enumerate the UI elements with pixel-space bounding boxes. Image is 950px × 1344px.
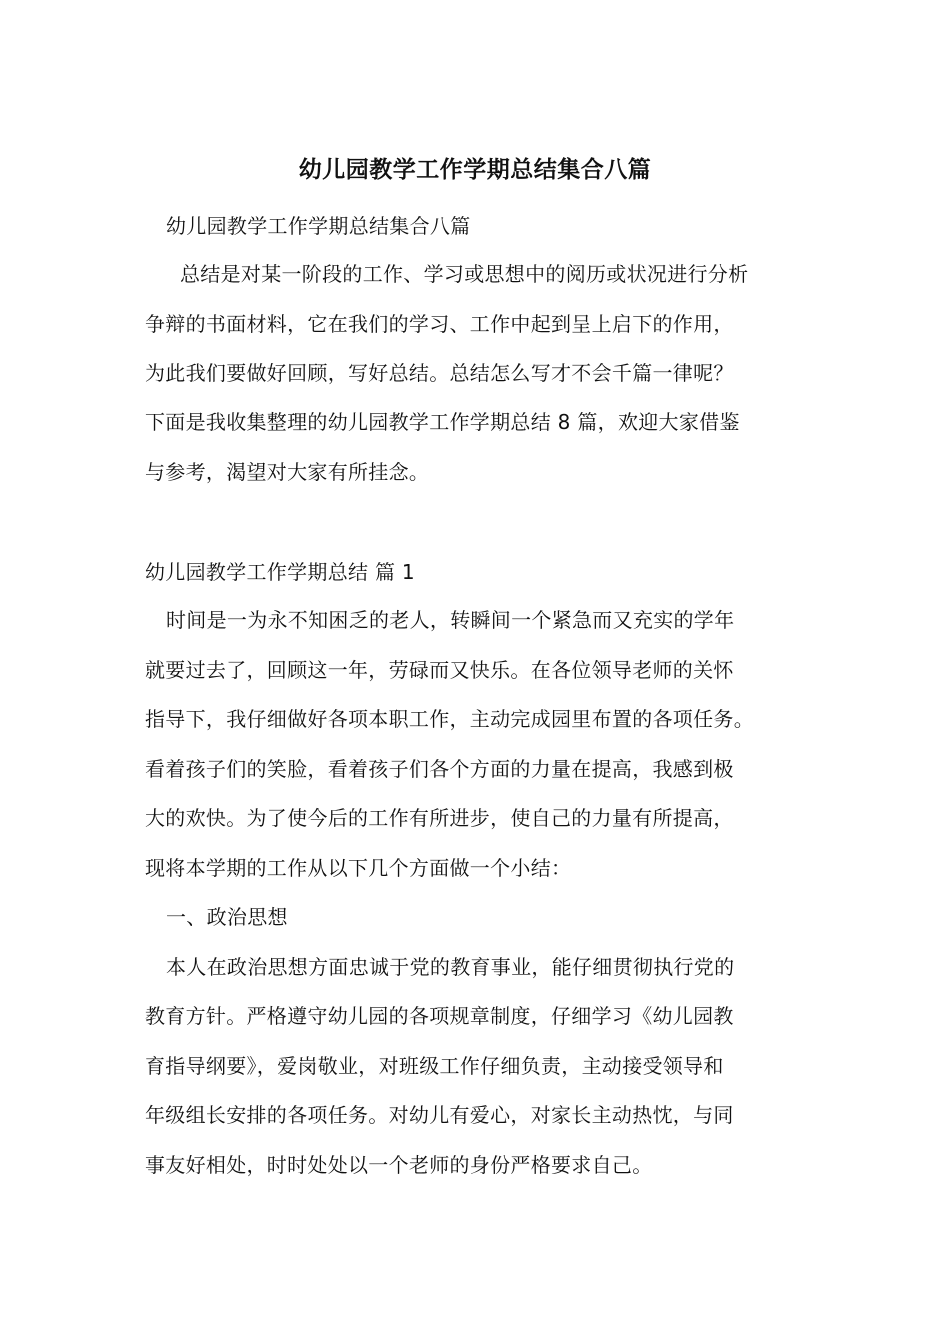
paragraph-line: 看着孩子们的笑脸，看着孩子们各个方面的力量在提高，我感到极: [145, 757, 734, 781]
paragraph-line: 时间是一为永不知困乏的老人，转瞬间一个紧急而又充实的学年: [166, 608, 735, 632]
paragraph-line: 为此我们要做好回顾，写好总结。总结怎么写才不会千篇一律呢？: [145, 361, 734, 385]
paragraph-line: 指导下，我仔细做好各项本职工作，主动完成园里布置的各项任务。: [145, 707, 754, 731]
subsection-heading: 一、政治思想: [166, 905, 288, 929]
paragraph-line: 总结是对某一阶段的工作、学习或思想中的阅历或状况进行分析: [180, 262, 749, 286]
paragraph-line: 与参考，渴望对大家有所挂念。: [145, 460, 430, 484]
paragraph-line: 教育方针。严格遵守幼儿园的各项规章制度，仔细学习《幼儿园教: [145, 1004, 734, 1028]
section-heading: 幼儿园教学工作学期总结 篇 1: [145, 560, 415, 584]
paragraph-line: 本人在政治思想方面忠诚于党的教育事业，能仔细贯彻执行党的: [166, 955, 735, 979]
paragraph-line: 就要过去了，回顾这一年，劳碌而又快乐。在各位领导老师的关怀: [145, 658, 734, 682]
document-title: 幼儿园教学工作学期总结集合八篇: [298, 157, 652, 183]
paragraph-line: 事友好相处，时时处处以一个老师的身份严格要求自己。: [145, 1153, 653, 1177]
subtitle-line: 幼儿园教学工作学期总结集合八篇: [166, 214, 471, 238]
paragraph-line: 争辩的书面材料，它在我们的学习、工作中起到呈上启下的作用，: [145, 312, 734, 336]
paragraph-line: 年级组长安排的各项任务。对幼儿有爱心，对家长主动热忱，与同: [145, 1103, 734, 1127]
paragraph-line: 育指导纲要》，爱岗敬业，对班级工作仔细负责，主动接受领导和: [145, 1054, 724, 1078]
paragraph-line: 下面是我收集整理的幼儿园教学工作学期总结 8 篇，欢迎大家借鉴: [145, 410, 740, 434]
paragraph-line: 大的欢快。为了使今后的工作有所进步，使自己的力量有所提高，: [145, 806, 734, 830]
paragraph-line: 现将本学期的工作从以下几个方面做一个小结：: [145, 856, 572, 880]
